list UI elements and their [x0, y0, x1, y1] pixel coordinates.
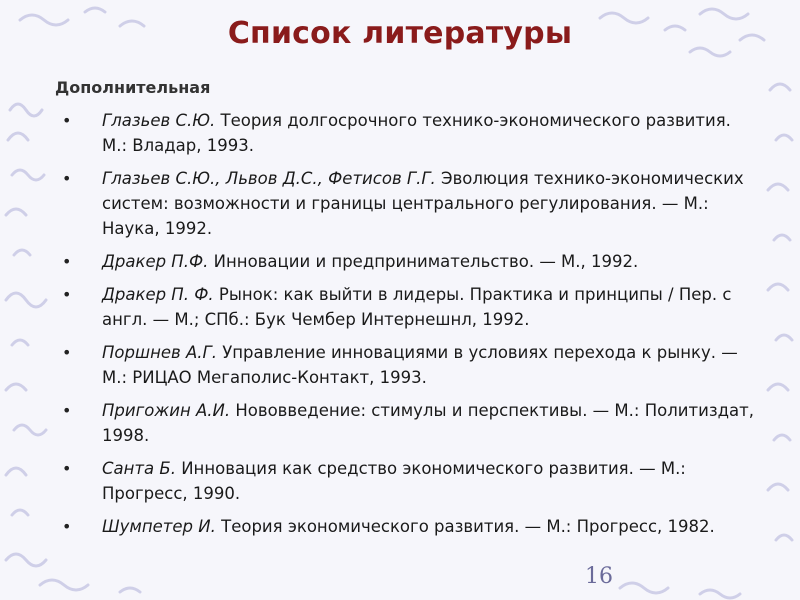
reference-author: Поршнев А.Г. [102, 343, 217, 362]
reference-author: Глазьев С.Ю., Львов Д.С., Фетисов Г.Г. [102, 169, 436, 188]
page-number: 16 [585, 564, 613, 589]
slide-title: Список литературы [227, 16, 573, 51]
bullet-icon: • [62, 169, 72, 188]
bullet-icon: • [62, 111, 72, 130]
reference-item [60, 398, 760, 448]
reference-text: Теория экономического развития. — М.: Прогресс, 1982. [221, 517, 715, 536]
reference-item [60, 456, 760, 506]
reference-text: Рынок: как выйти в лидеры. Практика и принципы / Пер. с англ. — М.; СПб.: Бук Чембер Интернешнл, 1992. [102, 285, 732, 329]
reference-item [60, 514, 760, 539]
reference-list [60, 108, 760, 547]
reference-item [60, 340, 760, 390]
reference-item [60, 108, 760, 158]
bullet-icon: • [62, 517, 72, 536]
reference-author: Пригожин А.И. [102, 401, 231, 420]
bullet-icon: • [62, 459, 72, 478]
reference-text: Нововведение: стимулы и перспективы. — М.: Политиздат, 1998. [102, 401, 754, 445]
reference-author: Дракер П.Ф. [102, 252, 209, 271]
reference-text: Инновации и предпринимательство. — М., 1992. [213, 252, 639, 271]
reference-author: Глазьев С.Ю. [102, 111, 216, 130]
bullet-icon: • [62, 252, 72, 271]
section-subheading: Дополнительная [55, 78, 211, 97]
reference-text: Эволюция технико-экономических систем: возможности и границы центрального регулирования. — М.: Наука, 1992. [102, 169, 744, 238]
reference-item [60, 166, 760, 241]
reference-text: Инновация как средство экономического развития. — М.: Прогресс, 1990. [102, 459, 686, 503]
reference-author: Санта Б. [102, 459, 176, 478]
reference-author: Дракер П. Ф. [102, 285, 214, 304]
bullet-icon: • [62, 343, 72, 362]
reference-text: Управление инновациями в условиях перехода к рынку. — М.: РИЦАО Мегаполис-Контакт, 1993. [102, 343, 738, 387]
reference-item [60, 249, 760, 274]
reference-text: Теория долгосрочного технико-экономического развития. М.: Владар, 1993. [102, 111, 731, 155]
reference-item [60, 282, 760, 332]
bullet-icon: • [62, 401, 72, 420]
bullet-icon: • [62, 285, 72, 304]
reference-author: Шумпетер И. [102, 517, 216, 536]
